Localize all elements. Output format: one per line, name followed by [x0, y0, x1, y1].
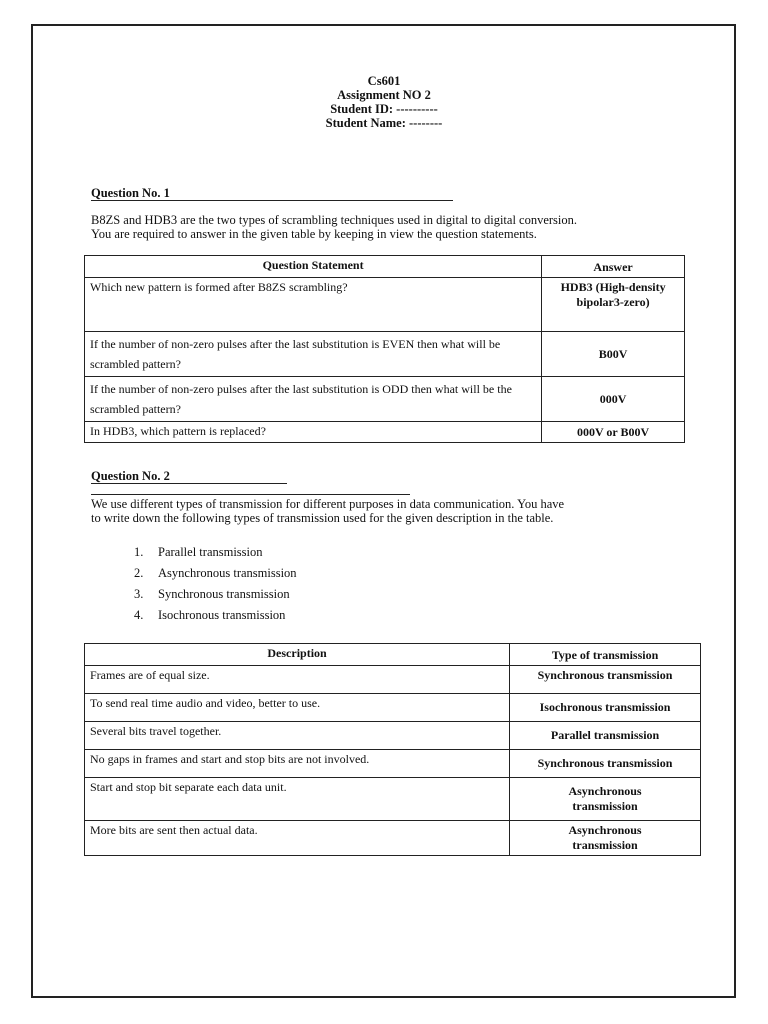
q1-row-4-answer: 000V or B00V: [542, 422, 685, 443]
q2-row-2-type: Isochronous transmission: [510, 694, 701, 722]
q2-col-type: Type of transmission: [510, 644, 701, 666]
q2-row-1-description: Frames are of equal size.: [85, 666, 510, 694]
question-1-heading: Question No. 1: [91, 186, 453, 201]
q1-row-1-answer: HDB3 (High-density bipolar3-zero): [542, 278, 685, 332]
q2-row-4-type: Synchronous transmission: [510, 750, 701, 778]
q1-row-2-question: If the number of non-zero pulses after the last substitution is EVEN then what will be scrambled pattern?: [85, 332, 542, 377]
q2-col-description: Description: [85, 644, 510, 666]
q2-heading-rule: [91, 494, 410, 495]
q2-intro-line-1: We use different types of transmission for different purposes in data communication. You have: [91, 497, 565, 511]
q2-row-1-type: Synchronous transmission: [510, 666, 701, 694]
q2-row-4-description: No gaps in frames and start and stop bits are not involved.: [85, 750, 510, 778]
q2-row-5-description: Start and stop bit separate each data unit.: [85, 778, 510, 821]
q1-row-3-answer: 000V: [542, 377, 685, 422]
q2-intro-line-2: to write down the following types of transmission used for the given description in the table.: [91, 511, 554, 525]
student-name: Student Name: --------: [325, 116, 443, 130]
q1-col-question: Question Statement: [85, 256, 542, 278]
student-id: Student ID: ----------: [330, 102, 438, 116]
q1-row-1-question: Which new pattern is formed after B8ZS scrambling?: [85, 278, 542, 332]
list-item: 3. Synchronous transmission: [134, 587, 290, 601]
q2-row-6-description: More bits are sent then actual data.: [85, 821, 510, 856]
q1-table: [84, 255, 685, 443]
q2-row-2-description: To send real time audio and video, better to use.: [85, 694, 510, 722]
transmission-types-list: [134, 545, 297, 629]
list-item: 2. Asynchronous transmission: [134, 566, 297, 580]
list-item: 4. Isochronous transmission: [134, 608, 286, 622]
q1-row-3-question: If the number of non-zero pulses after the last substitution is ODD then what will be the scrambled pattern?: [85, 377, 542, 422]
q2-row-3-type: Parallel transmission: [510, 722, 701, 750]
list-item: 1. Parallel transmission: [134, 545, 263, 559]
q1-row-2-answer: B00V: [542, 332, 685, 377]
assignment-title: Assignment NO 2: [337, 88, 431, 102]
q2-row-6-type: Asynchronous transmission: [510, 821, 701, 856]
q2-table: [84, 643, 701, 856]
q1-col-answer: Answer: [542, 256, 685, 278]
q1-row-4-question: In HDB3, which pattern is replaced?: [85, 422, 542, 443]
q1-intro-line-1: B8ZS and HDB3 are the two types of scrambling techniques used in digital to digital conversion.: [91, 213, 578, 227]
question-2-heading: Question No. 2: [91, 469, 287, 484]
q2-row-5-type: Asynchronous transmission: [510, 778, 701, 821]
q1-intro-line-2: You are required to answer in the given table by keeping in view the question statements.: [91, 227, 537, 241]
course-code: Cs601: [367, 74, 401, 88]
q2-row-3-description: Several bits travel together.: [85, 722, 510, 750]
